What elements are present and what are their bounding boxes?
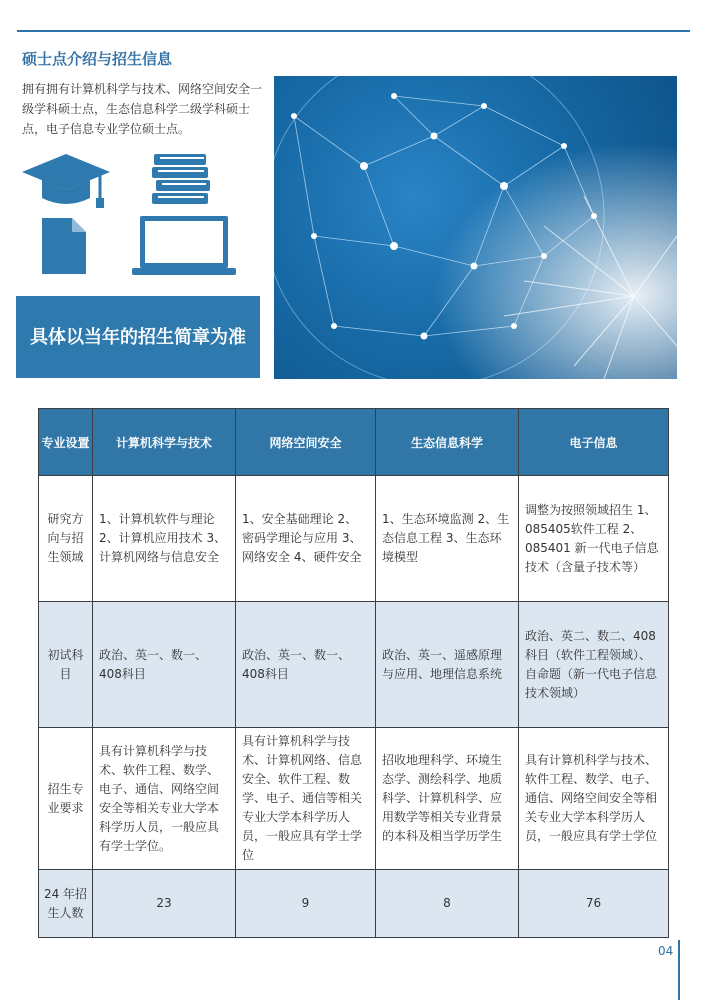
table-cell: 政治、英二、数二、408科目（软件工程领域）、自命题（新一代电子信息技术领域） (519, 602, 669, 728)
table-cell: 8 (376, 870, 519, 938)
table-cell: 招收地理科学、环境生态学、测绘科学、地质科学、计算机科学、应用数学等相关专业背景的本科及相当学历学生 (376, 728, 519, 870)
table-cell: 政治、英一、遥感原理与应用、地理信息系统 (376, 602, 519, 728)
page-number: 04 (658, 944, 674, 958)
table-row (39, 602, 669, 728)
table-cell: 政治、英一、数一、408科目 (93, 602, 236, 728)
column-header: 计算机科学与技术 (93, 409, 236, 476)
books-icon (150, 152, 212, 206)
section-title: 硕士点介绍与招生信息 (22, 50, 173, 68)
table-row (39, 728, 669, 870)
table-row (39, 870, 669, 938)
table-row (39, 476, 669, 602)
table-cell: 9 (236, 870, 376, 938)
table-cell: 政治、英一、数一、408科目 (236, 602, 376, 728)
network-globe-image (274, 76, 677, 379)
table-cell: 1、安全基础理论 2、密码学理论与应用 3、网络安全 4、硬件安全 (236, 476, 376, 602)
corner-header: 专业设置 (39, 409, 93, 476)
graduation-cap-icon (20, 152, 112, 210)
laptop-icon (132, 214, 236, 276)
table-cell: 1、生态环境监测 2、生态信息工程 3、生态环境模型 (376, 476, 519, 602)
table-cell: 具有计算机科学与技术、软件工程、数学、电子、通信、网络空间安全等相关专业大学本科学历人员，一般应具有学士学位。 (93, 728, 236, 870)
row-header: 研究方向与招生领域 (39, 476, 93, 602)
table-cell: 76 (519, 870, 669, 938)
majors-table (38, 408, 669, 938)
admission-notice-banner: 具体以当年的招生简章为准 (16, 296, 260, 378)
table-header-row (39, 409, 669, 476)
page-rule (678, 940, 680, 1000)
table-cell: 具有计算机科学与技术、软件工程、数学、电子、通信、网络空间安全等相关专业大学本科学历人员，一般应具有学士学位 (519, 728, 669, 870)
row-header: 24 年招生人数 (39, 870, 93, 938)
intro-paragraph: 拥有拥有计算机科学与技术、网络空间安全一级学科硕士点，生态信息科学二级学科硕士点，电子信息专业学位硕士点。 (22, 82, 263, 136)
column-header: 网络空间安全 (236, 409, 376, 476)
row-header: 初试科目 (39, 602, 93, 728)
table-cell: 具有计算机科学与技术、计算机网络、信息安全、软件工程、数学、电子、通信等相关专业大学本科学历人员，一般应具有学士学位 (236, 728, 376, 870)
table-cell: 23 (93, 870, 236, 938)
table-cell: 1、计算机软件与理论 2、计算机应用技术 3、计算机网络与信息安全 (93, 476, 236, 602)
document-icon (40, 216, 88, 276)
top-rule (17, 30, 690, 32)
column-header: 电子信息 (519, 409, 669, 476)
column-header: 生态信息科学 (376, 409, 519, 476)
row-header: 招生专业要求 (39, 728, 93, 870)
table-cell: 调整为按照领域招生 1、085405软件工程 2、085401 新一代电子信息技术（含量子技术等） (519, 476, 669, 602)
